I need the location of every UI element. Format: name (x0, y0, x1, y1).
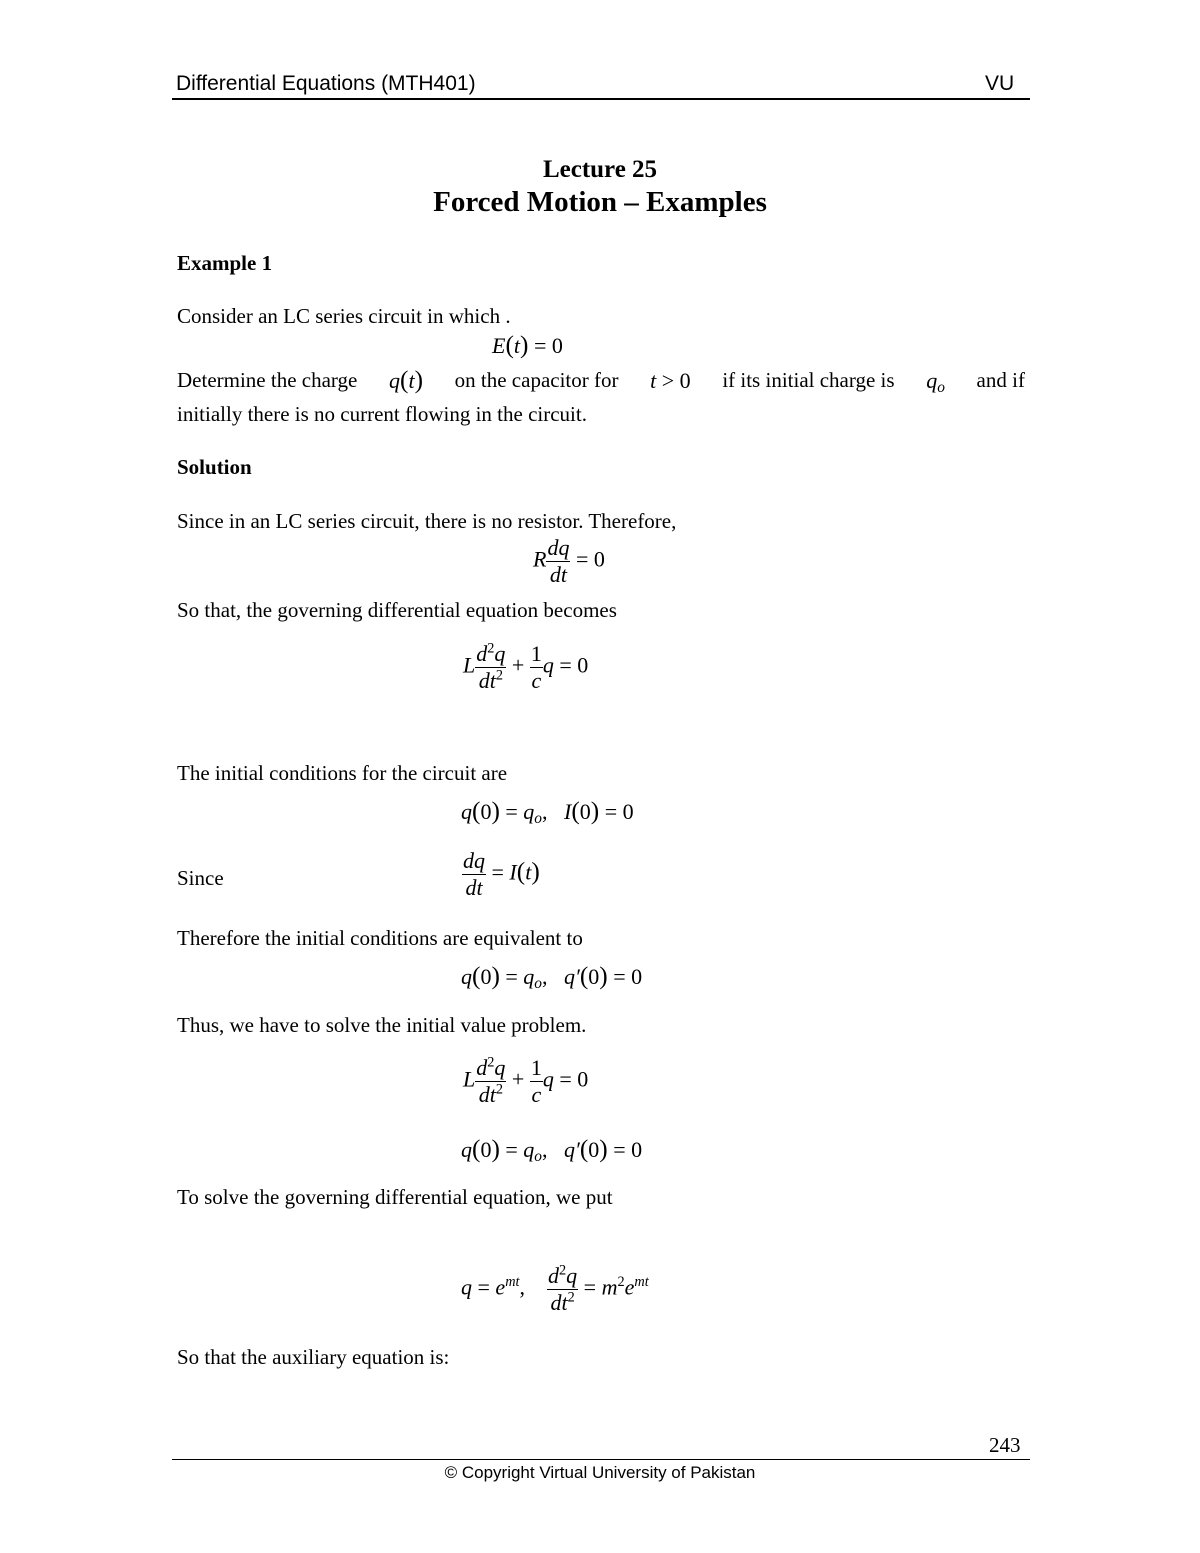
example-heading: Example 1 (177, 251, 273, 275)
solution-heading: Solution (177, 455, 252, 479)
equation-e-zero: E(t) = 0 (492, 331, 563, 359)
solution-para-2: So that, the governing differential equation becomes (177, 598, 617, 622)
equation-dq-dt-current: $\frac{dq}{dt}$ = I(t) (463, 848, 540, 900)
equation-governing-2: L $\frac{d^2q}{dt^2}$ + $\frac{1}{c}$ q = 0 (463, 1054, 589, 1107)
solution-para-3: The initial conditions for the circuit are (177, 761, 508, 785)
copyright-footer: © Copyright Virtual University of Pakistan (444, 1463, 756, 1482)
since-label: Since (177, 866, 224, 890)
page-number: 243 (989, 1433, 1021, 1457)
determine-paragraph-line2: initially there is no current flowing in the circuit. (177, 402, 587, 426)
determine-text-b: on the capacitor for (454, 368, 619, 392)
determine-text-d: and if (976, 368, 1025, 392)
equation-initial-conditions-3: $q(0) = q_o$, q′(0) = 0 (461, 1135, 643, 1165)
lecture-number: Lecture 25 (542, 156, 658, 183)
math-q-of-t: q(t) (389, 366, 423, 394)
footer-rule (172, 1459, 1030, 1460)
lecture-title: Forced Motion – Examples (433, 186, 767, 218)
equation-trial-solution: $q = e^{mt}$, $\frac{d^2q}{dt^2}$ = $m^2e^{mt}$ (461, 1262, 649, 1315)
solution-para-4: Therefore the initial conditions are equivalent to (177, 926, 583, 950)
running-header-vu: VU (985, 72, 1015, 95)
solution-para-7: So that the auxiliary equation is: (177, 1345, 450, 1369)
header-rule (172, 98, 1030, 100)
solution-para-1: Since in an LC series circuit, there is no resistor. Therefore, (177, 509, 677, 533)
example-intro: Consider an LC series circuit in which . (177, 304, 511, 328)
equation-governing-1: L $\frac{d^2q}{dt^2}$ + $\frac{1}{c}$ q = 0 (463, 640, 589, 693)
math-t-gt-zero: t > 0 (650, 368, 691, 393)
determine-text-a: Determine the charge (177, 368, 358, 392)
determine-paragraph-line1 (177, 364, 1025, 397)
equation-initial-conditions-2: $q(0) = q_o$, q′(0) = 0 (461, 962, 643, 992)
solution-para-6: To solve the governing differential equation, we put (177, 1185, 613, 1209)
solution-para-5: Thus, we have to solve the initial value problem. (177, 1013, 587, 1037)
running-header-title: Differential Equations (MTH401) (176, 72, 476, 95)
math-q-o: $q_o$ (926, 368, 945, 396)
equation-initial-conditions-1: $q(0) = q_o$, I(0) = 0 (461, 797, 634, 827)
determine-text-c: if its initial charge is (722, 368, 895, 392)
equation-r-dq-dt: R $\frac{dq}{dt}$ = 0 (533, 535, 605, 587)
